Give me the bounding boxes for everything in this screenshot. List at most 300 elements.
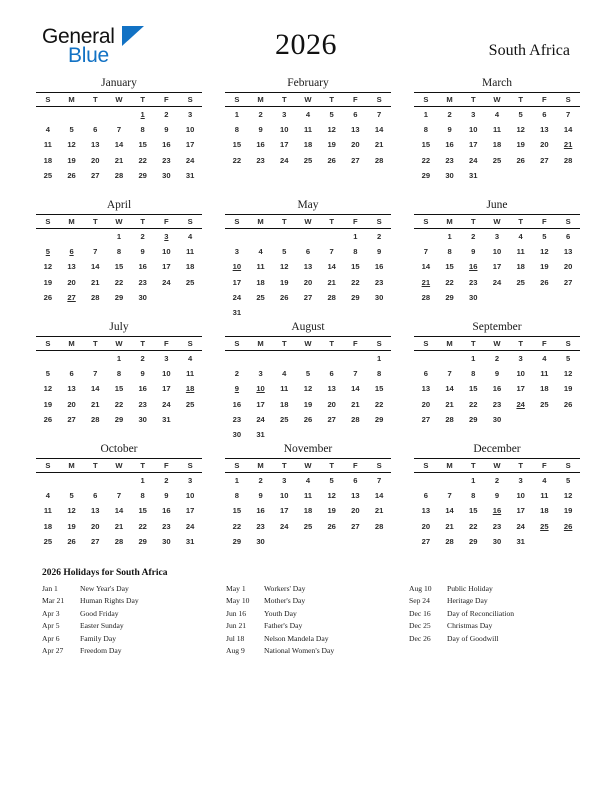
day-cell[interactable]: 3 bbox=[187, 476, 193, 486]
day-cell[interactable]: 7 bbox=[329, 247, 334, 257]
day-cell[interactable]: 12 bbox=[540, 247, 549, 257]
day-cell[interactable]: 3 bbox=[518, 354, 523, 364]
day-cell[interactable]: 7 bbox=[93, 369, 98, 379]
day-cell-holiday[interactable]: 25 bbox=[540, 521, 549, 531]
day-cell[interactable]: 19 bbox=[67, 155, 76, 165]
day-cell[interactable]: 13 bbox=[91, 140, 100, 150]
day-cell[interactable]: 18 bbox=[256, 277, 265, 287]
day-cell[interactable]: 17 bbox=[492, 262, 502, 272]
day-cell[interactable]: 30 bbox=[162, 536, 171, 546]
day-cell[interactable]: 14 bbox=[374, 125, 384, 135]
day-cell[interactable]: 26 bbox=[516, 155, 525, 165]
day-cell[interactable]: 7 bbox=[565, 110, 571, 120]
day-cell[interactable]: 28 bbox=[445, 536, 454, 546]
day-cell[interactable]: 25 bbox=[540, 399, 549, 409]
day-cell[interactable]: 8 bbox=[116, 247, 122, 257]
day-cell[interactable]: 30 bbox=[232, 430, 242, 440]
day-cell[interactable]: 18 bbox=[540, 384, 549, 394]
day-cell[interactable]: 15 bbox=[138, 140, 147, 150]
day-cell[interactable]: 8 bbox=[471, 491, 476, 501]
day-cell[interactable]: 5 bbox=[45, 369, 50, 379]
day-cell[interactable]: 17 bbox=[162, 384, 171, 394]
day-cell[interactable]: 22 bbox=[114, 399, 124, 409]
day-cell[interactable]: 5 bbox=[305, 369, 311, 379]
day-cell[interactable]: 3 bbox=[471, 110, 476, 120]
day-cell[interactable]: 5 bbox=[518, 110, 523, 120]
day-cell[interactable]: 1 bbox=[471, 354, 476, 364]
day-cell[interactable]: 13 bbox=[303, 262, 313, 272]
day-cell[interactable]: 23 bbox=[138, 399, 147, 409]
day-cell[interactable]: 25 bbox=[43, 536, 53, 546]
day-cell[interactable]: 14 bbox=[421, 262, 431, 272]
day-cell[interactable]: 16 bbox=[374, 262, 384, 272]
day-cell[interactable]: 2 bbox=[447, 110, 452, 120]
day-cell[interactable]: 23 bbox=[138, 277, 147, 287]
day-cell[interactable]: 28 bbox=[374, 521, 384, 531]
day-cell[interactable]: 16 bbox=[162, 506, 171, 516]
day-cell[interactable]: 30 bbox=[374, 292, 384, 302]
day-cell[interactable]: 15 bbox=[469, 506, 478, 516]
day-cell[interactable]: 10 bbox=[516, 491, 525, 501]
day-cell[interactable]: 9 bbox=[140, 369, 145, 379]
day-cell[interactable]: 31 bbox=[256, 430, 265, 440]
day-cell[interactable]: 17 bbox=[516, 384, 525, 394]
day-cell[interactable]: 17 bbox=[232, 277, 242, 287]
day-cell[interactable]: 14 bbox=[114, 140, 124, 150]
day-cell[interactable]: 17 bbox=[185, 506, 195, 516]
day-cell[interactable]: 21 bbox=[114, 521, 124, 531]
day-cell[interactable]: 16 bbox=[138, 262, 147, 272]
day-cell[interactable]: 11 bbox=[186, 247, 195, 257]
day-cell[interactable]: 23 bbox=[256, 155, 265, 165]
day-cell[interactable]: 4 bbox=[305, 110, 311, 120]
day-cell[interactable]: 5 bbox=[565, 476, 571, 486]
day-cell[interactable]: 26 bbox=[67, 536, 76, 546]
day-cell[interactable]: 20 bbox=[351, 140, 360, 150]
day-cell[interactable]: 4 bbox=[258, 247, 263, 257]
day-cell[interactable]: 13 bbox=[351, 125, 360, 135]
day-cell[interactable]: 14 bbox=[445, 384, 454, 394]
day-cell[interactable]: 8 bbox=[376, 369, 382, 379]
day-cell[interactable]: 23 bbox=[374, 277, 384, 287]
day-cell[interactable]: 6 bbox=[69, 369, 74, 379]
day-cell[interactable]: 29 bbox=[374, 414, 384, 424]
day-cell[interactable]: 2 bbox=[234, 369, 239, 379]
day-cell[interactable]: 10 bbox=[280, 491, 289, 501]
day-cell[interactable]: 4 bbox=[305, 476, 311, 486]
day-cell[interactable]: 29 bbox=[138, 170, 147, 180]
day-cell[interactable]: 16 bbox=[445, 140, 454, 150]
day-cell[interactable]: 13 bbox=[421, 384, 431, 394]
day-cell[interactable]: 14 bbox=[114, 506, 124, 516]
day-cell[interactable]: 20 bbox=[327, 399, 336, 409]
day-cell[interactable]: 28 bbox=[114, 536, 124, 546]
day-cell[interactable]: 12 bbox=[516, 125, 525, 135]
day-cell[interactable]: 14 bbox=[374, 491, 384, 501]
day-cell[interactable]: 23 bbox=[162, 521, 171, 531]
day-cell[interactable]: 27 bbox=[91, 536, 100, 546]
day-cell[interactable]: 31 bbox=[162, 414, 171, 424]
day-cell[interactable]: 22 bbox=[232, 155, 242, 165]
day-cell[interactable]: 6 bbox=[353, 476, 358, 486]
day-cell-holiday[interactable]: 9 bbox=[234, 384, 239, 394]
day-cell[interactable]: 24 bbox=[232, 292, 242, 302]
day-cell[interactable]: 4 bbox=[542, 354, 547, 364]
day-cell[interactable]: 21 bbox=[374, 506, 384, 516]
day-cell[interactable]: 22 bbox=[445, 277, 454, 287]
day-cell[interactable]: 22 bbox=[421, 155, 431, 165]
day-cell[interactable]: 29 bbox=[469, 414, 478, 424]
day-cell[interactable]: 15 bbox=[351, 262, 360, 272]
day-cell[interactable]: 7 bbox=[447, 369, 452, 379]
day-cell[interactable]: 15 bbox=[138, 506, 147, 516]
day-cell[interactable]: 21 bbox=[445, 521, 454, 531]
day-cell[interactable]: 8 bbox=[353, 247, 358, 257]
day-cell[interactable]: 25 bbox=[280, 414, 289, 424]
day-cell[interactable]: 20 bbox=[540, 140, 549, 150]
day-cell[interactable]: 7 bbox=[353, 369, 358, 379]
day-cell[interactable]: 25 bbox=[303, 521, 313, 531]
day-cell[interactable]: 17 bbox=[469, 140, 478, 150]
day-cell[interactable]: 8 bbox=[447, 247, 452, 257]
day-cell[interactable]: 8 bbox=[140, 125, 145, 135]
day-cell[interactable]: 27 bbox=[91, 170, 100, 180]
day-cell[interactable]: 14 bbox=[91, 262, 100, 272]
day-cell[interactable]: 9 bbox=[494, 369, 500, 379]
day-cell[interactable]: 25 bbox=[256, 292, 265, 302]
day-cell-holiday[interactable]: 1 bbox=[140, 110, 145, 120]
day-cell[interactable]: 2 bbox=[140, 232, 145, 242]
day-cell[interactable]: 30 bbox=[492, 414, 502, 424]
day-cell[interactable]: 13 bbox=[327, 384, 336, 394]
day-cell[interactable]: 22 bbox=[232, 521, 242, 531]
day-cell[interactable]: 10 bbox=[185, 125, 195, 135]
day-cell[interactable]: 10 bbox=[516, 369, 525, 379]
day-cell[interactable]: 13 bbox=[67, 384, 76, 394]
day-cell[interactable]: 28 bbox=[327, 292, 336, 302]
day-cell[interactable]: 21 bbox=[91, 277, 100, 287]
day-cell[interactable]: 5 bbox=[69, 491, 74, 501]
day-cell[interactable]: 22 bbox=[138, 155, 147, 165]
day-cell[interactable]: 30 bbox=[162, 170, 171, 180]
day-cell[interactable]: 9 bbox=[258, 491, 263, 501]
day-cell[interactable]: 11 bbox=[256, 262, 265, 272]
day-cell[interactable]: 30 bbox=[445, 170, 454, 180]
day-cell[interactable]: 15 bbox=[374, 384, 384, 394]
day-cell[interactable]: 8 bbox=[423, 125, 428, 135]
day-cell[interactable]: 1 bbox=[376, 354, 382, 364]
day-cell[interactable]: 15 bbox=[421, 140, 431, 150]
day-cell[interactable]: 27 bbox=[351, 521, 360, 531]
day-cell[interactable]: 18 bbox=[185, 262, 195, 272]
day-cell[interactable]: 9 bbox=[376, 247, 382, 257]
day-cell[interactable]: 10 bbox=[162, 247, 171, 257]
day-cell[interactable]: 17 bbox=[256, 399, 265, 409]
day-cell[interactable]: 12 bbox=[280, 262, 289, 272]
day-cell[interactable]: 30 bbox=[469, 292, 478, 302]
day-cell[interactable]: 12 bbox=[303, 384, 313, 394]
day-cell[interactable]: 17 bbox=[516, 506, 525, 516]
day-cell[interactable]: 20 bbox=[303, 277, 313, 287]
day-cell[interactable]: 22 bbox=[469, 399, 478, 409]
day-cell[interactable]: 21 bbox=[91, 399, 100, 409]
day-cell[interactable]: 22 bbox=[114, 277, 124, 287]
day-cell[interactable]: 14 bbox=[327, 262, 336, 272]
day-cell[interactable]: 23 bbox=[469, 277, 478, 287]
day-cell[interactable]: 1 bbox=[234, 110, 239, 120]
day-cell[interactable]: 28 bbox=[563, 155, 573, 165]
day-cell[interactable]: 16 bbox=[138, 384, 147, 394]
day-cell[interactable]: 23 bbox=[162, 155, 171, 165]
day-cell[interactable]: 19 bbox=[540, 262, 549, 272]
day-cell[interactable]: 4 bbox=[45, 491, 50, 501]
day-cell[interactable]: 14 bbox=[351, 384, 360, 394]
day-cell[interactable]: 21 bbox=[327, 277, 336, 287]
day-cell[interactable]: 21 bbox=[114, 155, 124, 165]
day-cell[interactable]: 18 bbox=[492, 140, 502, 150]
day-cell[interactable]: 17 bbox=[280, 140, 289, 150]
day-cell[interactable]: 12 bbox=[563, 369, 573, 379]
day-cell[interactable]: 11 bbox=[540, 491, 549, 501]
day-cell[interactable]: 29 bbox=[114, 414, 124, 424]
day-cell[interactable]: 29 bbox=[445, 292, 454, 302]
day-cell[interactable]: 7 bbox=[116, 125, 122, 135]
day-cell[interactable]: 30 bbox=[256, 536, 265, 546]
day-cell[interactable]: 8 bbox=[234, 125, 239, 135]
day-cell[interactable]: 4 bbox=[518, 232, 523, 242]
day-cell[interactable]: 10 bbox=[492, 247, 502, 257]
day-cell-holiday[interactable]: 16 bbox=[492, 506, 502, 516]
day-cell-holiday[interactable]: 16 bbox=[469, 262, 478, 272]
day-cell[interactable]: 9 bbox=[447, 125, 452, 135]
day-cell[interactable]: 11 bbox=[43, 140, 52, 150]
day-cell[interactable]: 7 bbox=[447, 491, 452, 501]
day-cell[interactable]: 4 bbox=[542, 476, 547, 486]
day-cell[interactable]: 19 bbox=[327, 506, 336, 516]
day-cell-holiday[interactable]: 21 bbox=[421, 277, 431, 287]
day-cell[interactable]: 11 bbox=[43, 506, 52, 516]
day-cell[interactable]: 17 bbox=[162, 262, 171, 272]
day-cell[interactable]: 1 bbox=[116, 354, 122, 364]
day-cell[interactable]: 9 bbox=[471, 247, 476, 257]
day-cell[interactable]: 14 bbox=[91, 384, 100, 394]
day-cell[interactable]: 31 bbox=[185, 170, 195, 180]
day-cell-holiday[interactable]: 18 bbox=[185, 384, 195, 394]
day-cell[interactable]: 17 bbox=[280, 506, 289, 516]
day-cell[interactable]: 7 bbox=[423, 247, 428, 257]
day-cell[interactable]: 9 bbox=[164, 125, 169, 135]
day-cell[interactable]: 2 bbox=[140, 354, 145, 364]
day-cell[interactable]: 12 bbox=[327, 491, 336, 501]
day-cell[interactable]: 20 bbox=[91, 521, 100, 531]
day-cell[interactable]: 19 bbox=[327, 140, 336, 150]
day-cell[interactable]: 28 bbox=[421, 292, 431, 302]
day-cell[interactable]: 27 bbox=[67, 414, 76, 424]
day-cell[interactable]: 28 bbox=[91, 414, 100, 424]
day-cell[interactable]: 24 bbox=[185, 155, 195, 165]
day-cell[interactable]: 6 bbox=[329, 369, 334, 379]
day-cell-holiday[interactable]: 6 bbox=[69, 247, 74, 257]
day-cell[interactable]: 6 bbox=[305, 247, 311, 257]
day-cell[interactable]: 25 bbox=[516, 277, 525, 287]
day-cell[interactable]: 7 bbox=[376, 476, 382, 486]
day-cell[interactable]: 11 bbox=[540, 369, 549, 379]
day-cell[interactable]: 11 bbox=[186, 369, 195, 379]
day-cell[interactable]: 26 bbox=[563, 399, 573, 409]
day-cell[interactable]: 18 bbox=[303, 140, 313, 150]
day-cell[interactable]: 20 bbox=[421, 399, 431, 409]
day-cell[interactable]: 3 bbox=[258, 369, 263, 379]
day-cell[interactable]: 25 bbox=[185, 277, 195, 287]
day-cell[interactable]: 8 bbox=[140, 491, 145, 501]
day-cell[interactable]: 5 bbox=[282, 247, 287, 257]
day-cell[interactable]: 1 bbox=[423, 110, 428, 120]
day-cell[interactable]: 5 bbox=[329, 476, 334, 486]
day-cell[interactable]: 24 bbox=[516, 521, 525, 531]
day-cell[interactable]: 24 bbox=[280, 521, 289, 531]
day-cell[interactable]: 12 bbox=[43, 384, 53, 394]
day-cell[interactable]: 23 bbox=[492, 399, 502, 409]
day-cell[interactable]: 27 bbox=[303, 292, 313, 302]
day-cell[interactable]: 9 bbox=[258, 125, 263, 135]
day-cell[interactable]: 15 bbox=[469, 384, 478, 394]
day-cell[interactable]: 4 bbox=[282, 369, 287, 379]
day-cell[interactable]: 29 bbox=[421, 170, 431, 180]
day-cell[interactable]: 12 bbox=[563, 491, 573, 501]
day-cell[interactable]: 6 bbox=[423, 369, 428, 379]
day-cell[interactable]: 19 bbox=[43, 277, 53, 287]
day-cell[interactable]: 16 bbox=[256, 140, 265, 150]
day-cell[interactable]: 3 bbox=[518, 476, 523, 486]
day-cell[interactable]: 13 bbox=[421, 506, 431, 516]
day-cell[interactable]: 27 bbox=[563, 277, 573, 287]
day-cell[interactable]: 27 bbox=[540, 155, 549, 165]
day-cell-holiday[interactable]: 5 bbox=[45, 247, 50, 257]
day-cell[interactable]: 29 bbox=[232, 536, 242, 546]
day-cell[interactable]: 18 bbox=[303, 506, 313, 516]
day-cell[interactable]: 19 bbox=[280, 277, 289, 287]
day-cell[interactable]: 4 bbox=[187, 232, 193, 242]
day-cell[interactable]: 24 bbox=[162, 399, 171, 409]
day-cell[interactable]: 19 bbox=[516, 140, 525, 150]
day-cell[interactable]: 6 bbox=[353, 110, 358, 120]
day-cell[interactable]: 8 bbox=[234, 491, 239, 501]
day-cell[interactable]: 2 bbox=[164, 110, 169, 120]
day-cell[interactable]: 12 bbox=[43, 262, 53, 272]
day-cell[interactable]: 31 bbox=[469, 170, 478, 180]
day-cell[interactable]: 7 bbox=[93, 247, 98, 257]
day-cell[interactable]: 24 bbox=[162, 277, 171, 287]
day-cell[interactable]: 21 bbox=[445, 399, 454, 409]
day-cell[interactable]: 15 bbox=[232, 506, 242, 516]
day-cell[interactable]: 20 bbox=[421, 521, 431, 531]
day-cell[interactable]: 26 bbox=[280, 292, 289, 302]
day-cell[interactable]: 31 bbox=[185, 536, 195, 546]
day-cell[interactable]: 20 bbox=[67, 399, 76, 409]
day-cell[interactable]: 15 bbox=[232, 140, 242, 150]
day-cell[interactable]: 19 bbox=[67, 521, 76, 531]
day-cell-holiday[interactable]: 10 bbox=[232, 262, 242, 272]
day-cell[interactable]: 28 bbox=[351, 414, 360, 424]
day-cell[interactable]: 14 bbox=[563, 125, 573, 135]
day-cell[interactable]: 8 bbox=[471, 369, 476, 379]
day-cell[interactable]: 5 bbox=[69, 125, 74, 135]
day-cell[interactable]: 10 bbox=[162, 369, 171, 379]
day-cell[interactable]: 23 bbox=[445, 155, 454, 165]
day-cell[interactable]: 18 bbox=[280, 399, 289, 409]
day-cell[interactable]: 23 bbox=[232, 414, 242, 424]
day-cell[interactable]: 18 bbox=[43, 521, 53, 531]
day-cell-holiday[interactable]: 3 bbox=[164, 232, 169, 242]
day-cell[interactable]: 27 bbox=[421, 414, 431, 424]
day-cell[interactable]: 25 bbox=[43, 170, 53, 180]
day-cell[interactable]: 5 bbox=[542, 232, 547, 242]
day-cell[interactable]: 19 bbox=[303, 399, 313, 409]
day-cell[interactable]: 16 bbox=[492, 384, 502, 394]
day-cell-holiday[interactable]: 26 bbox=[563, 521, 573, 531]
day-cell[interactable]: 3 bbox=[282, 110, 287, 120]
day-cell[interactable]: 27 bbox=[327, 414, 336, 424]
day-cell[interactable]: 15 bbox=[114, 262, 124, 272]
day-cell[interactable]: 2 bbox=[164, 476, 169, 486]
day-cell[interactable]: 26 bbox=[540, 277, 549, 287]
day-cell[interactable]: 15 bbox=[445, 262, 454, 272]
day-cell[interactable]: 28 bbox=[374, 155, 384, 165]
day-cell[interactable]: 6 bbox=[565, 232, 571, 242]
day-cell[interactable]: 2 bbox=[258, 476, 263, 486]
day-cell[interactable]: 28 bbox=[445, 414, 454, 424]
day-cell[interactable]: 1 bbox=[471, 476, 476, 486]
day-cell[interactable]: 5 bbox=[329, 110, 334, 120]
day-cell[interactable]: 13 bbox=[91, 506, 100, 516]
day-cell[interactable]: 4 bbox=[187, 354, 193, 364]
day-cell[interactable]: 30 bbox=[138, 414, 147, 424]
day-cell[interactable]: 20 bbox=[563, 262, 573, 272]
day-cell[interactable]: 21 bbox=[374, 140, 384, 150]
day-cell-holiday[interactable]: 24 bbox=[516, 399, 525, 409]
day-cell[interactable]: 27 bbox=[421, 536, 431, 546]
day-cell[interactable]: 28 bbox=[114, 170, 124, 180]
day-cell[interactable]: 26 bbox=[43, 292, 53, 302]
day-cell[interactable]: 13 bbox=[351, 491, 360, 501]
day-cell[interactable]: 3 bbox=[282, 476, 287, 486]
day-cell[interactable]: 12 bbox=[67, 140, 76, 150]
day-cell[interactable]: 19 bbox=[563, 506, 573, 516]
day-cell[interactable]: 31 bbox=[516, 536, 525, 546]
day-cell[interactable]: 1 bbox=[234, 476, 239, 486]
day-cell[interactable]: 21 bbox=[351, 399, 360, 409]
day-cell[interactable]: 23 bbox=[492, 521, 502, 531]
day-cell[interactable]: 24 bbox=[280, 155, 289, 165]
day-cell[interactable]: 29 bbox=[469, 536, 478, 546]
day-cell[interactable]: 2 bbox=[376, 232, 382, 242]
day-cell[interactable]: 2 bbox=[471, 232, 476, 242]
day-cell[interactable]: 12 bbox=[67, 506, 76, 516]
day-cell[interactable]: 22 bbox=[138, 521, 147, 531]
day-cell[interactable]: 6 bbox=[93, 491, 98, 501]
day-cell[interactable]: 1 bbox=[140, 476, 145, 486]
day-cell[interactable]: 18 bbox=[540, 506, 549, 516]
day-cell[interactable]: 26 bbox=[43, 414, 53, 424]
day-cell[interactable]: 26 bbox=[303, 414, 313, 424]
day-cell[interactable]: 27 bbox=[351, 155, 360, 165]
day-cell[interactable]: 3 bbox=[187, 110, 193, 120]
day-cell[interactable]: 11 bbox=[303, 491, 312, 501]
day-cell[interactable]: 6 bbox=[423, 491, 428, 501]
day-cell[interactable]: 3 bbox=[494, 232, 500, 242]
day-cell-holiday[interactable]: 1 bbox=[353, 232, 358, 242]
day-cell[interactable]: 7 bbox=[116, 491, 122, 501]
